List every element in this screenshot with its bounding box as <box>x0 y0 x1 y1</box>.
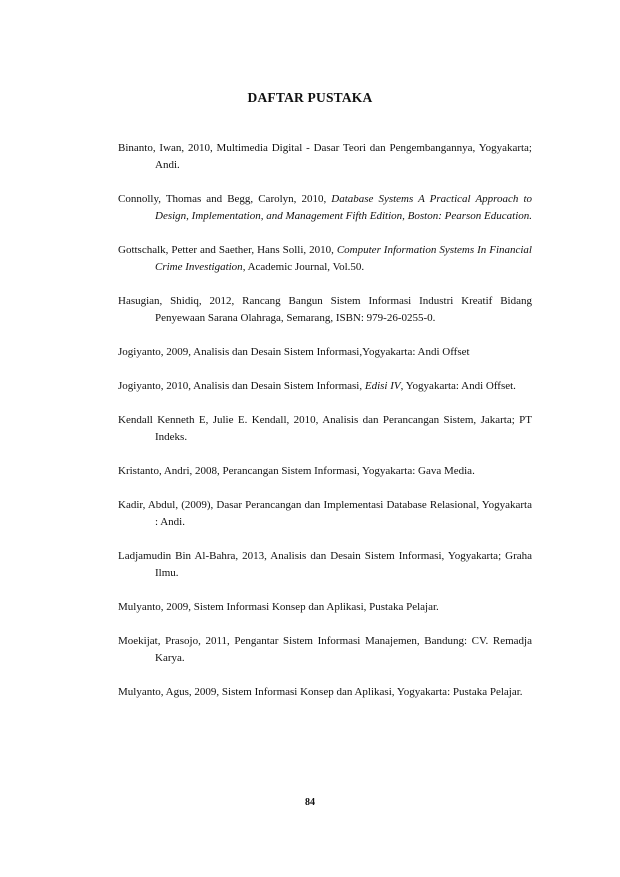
reference-text: Mulyanto, Agus, 2009, Sistem Informasi Konsep dan Aplikasi, Yogyakarta: Pustaka Pelajar. <box>118 686 523 698</box>
reference-item <box>118 684 532 701</box>
reference-item <box>118 140 532 174</box>
reference-text: Kristanto, Andri, 2008, Perancangan Sistem Informasi, Yogyakarta: Gava Media. <box>118 465 475 477</box>
reference-item <box>118 293 532 327</box>
reference-text: Mulyanto, 2009, Sistem Informasi Konsep dan Aplikasi, Pustaka Pelajar. <box>118 601 439 613</box>
reference-italic-title: Computer Information Systems In Financial Crime Investigation <box>155 244 532 273</box>
reference-text: Connolly, Thomas and Begg, Carolyn, 2010, <box>118 193 332 205</box>
reference-text: Hasugian, Shidiq, 2012, Rancang Bangun Sistem Informasi Industri Kreatif Bidang Penyewaan Sarana Olahraga, Semarang, ISBN: 979-26-0255-0. <box>118 295 532 324</box>
reference-item <box>118 378 532 395</box>
reference-italic-title: Database Systems A Practical Approach to Design, Implementation, and Management Fifth Edition, Boston: Pearson Education. <box>155 193 533 222</box>
reference-item <box>118 497 532 531</box>
reference-text-tail: , Academic Journal, Vol.50. <box>242 261 365 273</box>
reference-text-tail: , Yogyakarta: Andi Offset. <box>400 380 516 392</box>
reference-text: Gottschalk, Petter and Saether, Hans Solli, 2010, <box>118 244 337 256</box>
reference-item <box>118 548 532 582</box>
reference-text: Kendall Kenneth E, Julie E. Kendall, 2010, Analisis dan Perancangan Sistem, Jakarta; PT Indeks. <box>118 414 532 443</box>
page-title: DAFTAR PUSTAKA <box>247 90 373 105</box>
reference-text: Jogiyanto, 2009, Analisis dan Desain Sistem Informasi,Yogyakarta: Andi Offset <box>118 346 470 358</box>
reference-item <box>118 463 532 480</box>
reference-item <box>118 633 532 667</box>
reference-text: Binanto, Iwan, 2010, Multimedia Digital - Dasar Teori dan Pengembangannya, Yogyakarta; Andi. <box>118 142 532 171</box>
reference-item <box>118 191 532 225</box>
reference-text: Moekijat, Prasojo, 2011, Pengantar Sistem Informasi Manajemen, Bandung: CV. Remadja Karya. <box>118 635 532 664</box>
reference-item <box>118 242 532 276</box>
reference-italic-title: Edisi IV <box>364 380 401 392</box>
reference-text: Jogiyanto, 2010, Analisis dan Desain Sistem Informasi, <box>118 380 365 392</box>
reference-text: Ladjamudin Bin Al-Bahra, 2013, Analisis dan Desain Sistem Informasi, Yogyakarta; Graha Ilmu. <box>118 550 532 579</box>
reference-item <box>118 599 532 616</box>
reference-list <box>118 140 532 718</box>
reference-item <box>118 344 532 361</box>
reference-text: Kadir, Abdul, (2009), Dasar Perancangan dan Implementasi Database Relasional, Yogyakarta : Andi. <box>118 499 532 528</box>
reference-item <box>118 412 532 446</box>
page-number: 84 <box>305 797 315 808</box>
